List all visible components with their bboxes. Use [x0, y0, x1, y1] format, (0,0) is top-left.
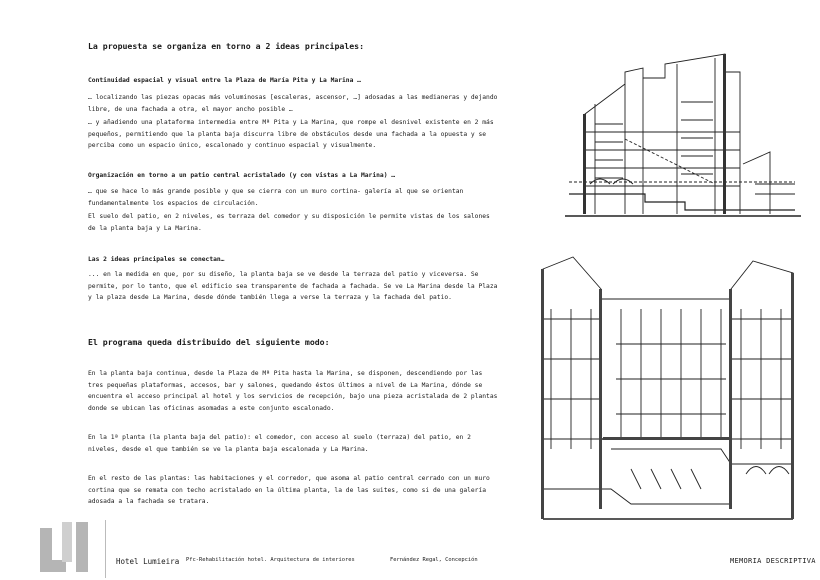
program-paragraph-3: En el resto de las plantas: las habitaciones y el corredor, que asoma al patio central cerrado con un muro cortina que se remata con techo acristalado en la última planta, la de las suites, como si de una galería adosada a la fachada se tratara. [88, 475, 490, 505]
footer-author: Fernández Regal, Concepción [390, 557, 478, 563]
footer-divider [105, 520, 106, 578]
idea2-title: Organización en torno a un patio central acristalado (y con vistas a La Marina) … [88, 172, 396, 179]
idea2-paragraph-1: … que se hace lo más grande posible y que se cierra con un muro cortina- galería al que se orientan fundamentalmente los espacios de circulación. [88, 188, 464, 207]
idea1-title: Continuidad espacial y visual entre la Plaza de María Pita y La Marina … [88, 77, 361, 84]
idea1-paragraph-2: … y añadiendo una plataforma intermedia entre Mª Pita y La Marina, que rompe el desnivel existente en 2 más pequeños, permitiendo que la planta baja discurra libre de obstáculos desde una fachada a la opuesta y se perciba como un espacio único, escalonado y continuo espacial y visualmente. [88, 119, 494, 149]
lumieira-logo [32, 518, 102, 578]
section-sketch-2 [531, 249, 803, 528]
heading-proposal: La propuesta se organiza en torno a 2 ideas principales: [88, 41, 365, 51]
program-paragraph-2: En la 1ª planta (la planta baja del patio): el comedor, con acceso al suelo (terraza) del patio, en 2 niveles, desde el que también se ve la planta baja escalonada y La Marina. [88, 434, 471, 453]
footer-subtitle: Pfc-Rehabilitación hotel. Arquitectura de interiores [186, 557, 355, 563]
connect-paragraph: ... en la medida en que, por su diseño, la planta baja se ve desde la terraza del patio y viceversa. Se permite, por lo tanto, que el edificio sea transparente de fachada a fachada. Se ve La Marina desde la Plaza y la plaza desde La Marina, desde dónde también llega a verse la terraza y la fachada del patio. [88, 271, 498, 301]
idea2-paragraph-2: El suelo del patio, en 2 niveles, es terraza del comedor y su disposición le permite vistas de los salones de la planta baja y La Marina. [88, 213, 490, 232]
connect-title: Las 2 ideas principales se conectan… [88, 256, 225, 263]
idea1-paragraph-1: … localizando las piezas opacas más voluminosas [escaleras, ascensor, …] adosadas a las medianeras y dejando libre, de una fachada a otra, el mayor ancho posible … [88, 94, 498, 113]
section-sketch-1 [565, 44, 801, 234]
footer-section-label: MEMORIA DESCRIPTIVA [730, 557, 816, 565]
heading-program: El programa queda distribuido del siguiente modo: [88, 337, 330, 347]
footer-project-title: Hotel Lumieira [116, 557, 180, 566]
program-paragraph-1: En la planta baja continua, desde la Plaza de Mª Pita hasta la Marina, se disponen, descendiendo por las tres pequeñas plataformas, accesos, bar y salones, quedando éstos últimos a nivel de La Marina, dónde se encuentra el acceso principal al hotel y los servicios de recepción, bajo una pieza acristalada de 2 plantas donde se ubican las oficinas asomadas a este conjunto escalonado. [88, 370, 498, 412]
